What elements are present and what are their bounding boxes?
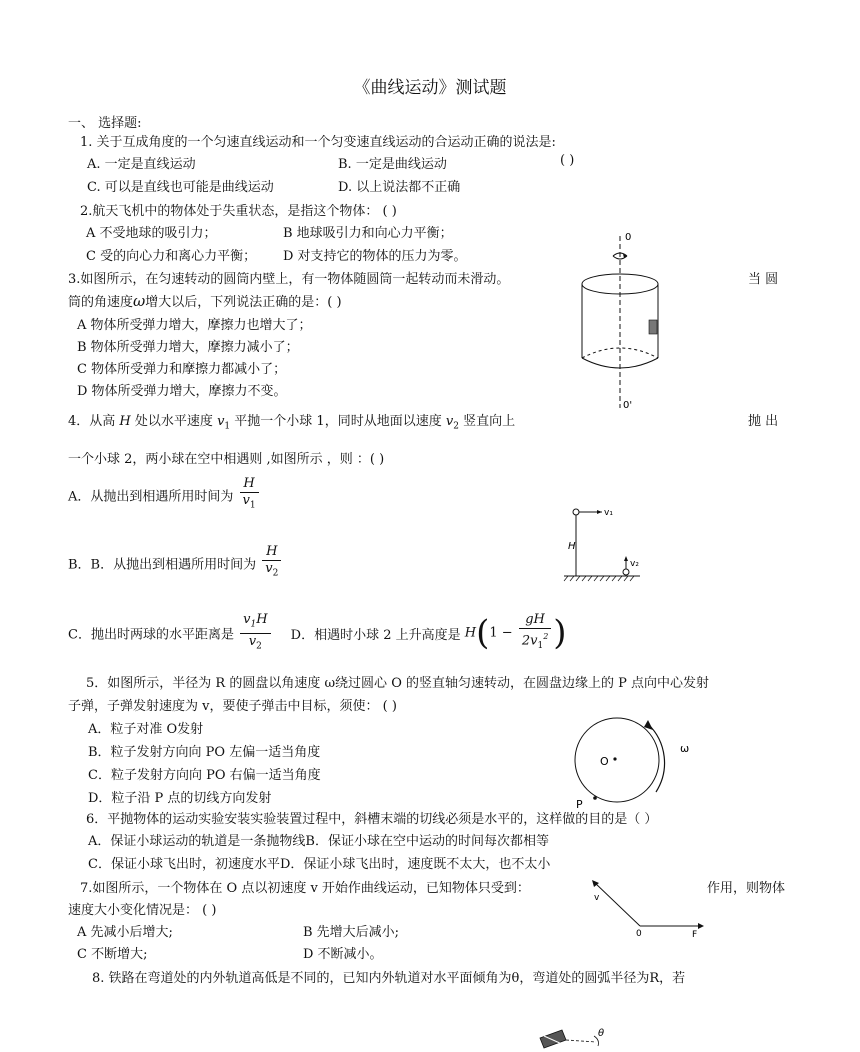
block-on-wall bbox=[649, 320, 657, 334]
q4-stem-line1: 4．从高 H 处以水平速度 $v_1$ 平抛一个小球 1，同时从地面以速度 $v_2$ 竖直向上 bbox=[68, 414, 516, 432]
q3-option-c: C 物体所受弹力和摩擦力都减小了； bbox=[77, 362, 287, 377]
q7-stem-line2: 速度大小变化情况是： ( ) bbox=[68, 903, 217, 918]
page-title: 《曲线运动》测试题 bbox=[353, 78, 507, 98]
q2-option-d: D 对支持它的物体的压力为零。 bbox=[283, 249, 467, 264]
theta-label: θ bbox=[598, 1028, 605, 1039]
q6-stem: 6．平抛物体的运动实验安装实验装置过程中，斜槽末端的切线必须是水平的，这样做的目的是（ ） bbox=[86, 812, 658, 827]
q1-option-a: A. 一定是直线运动 bbox=[87, 157, 196, 172]
q5-option-c: C．粒子发射方向向 PO 右偏一适当角度 bbox=[88, 768, 321, 783]
q3-option-d: D 物体所受弹力增大，摩擦力不变。 bbox=[77, 384, 287, 399]
q4-option-b: B．B．从抛出到相遇所用时间为 $\frac{H}{v_2}$ bbox=[68, 544, 283, 582]
projectile-meeting-figure bbox=[560, 500, 660, 588]
v2-label: v₂ bbox=[630, 559, 639, 569]
force-velocity-figure bbox=[588, 876, 710, 938]
q2-option-a: A 不受地球的吸引力； bbox=[86, 226, 217, 241]
q6-options-ab: A．保证小球运动的轨道是一条抛物线B．保证小球在空中运动的时间每次都相等 bbox=[88, 834, 549, 849]
q1-option-c: C. 可以是直线也可能是曲线运动 bbox=[87, 180, 274, 195]
rotating-disk-figure bbox=[570, 712, 700, 810]
q1-option-b: B. 一定是曲线运动 bbox=[338, 157, 447, 172]
q3-option-b: B 物体所受弹力增大，摩擦力减小了； bbox=[77, 340, 299, 355]
q1-stem: 1. 关于互成角度的一个匀速直线运动和一个匀变速直线运动的合运动正确的说法是: bbox=[80, 135, 556, 150]
q5-option-b: B．粒子发射方向向 PO 左偏一适当角度 bbox=[88, 745, 321, 760]
q6-options-cd: C．保证小球飞出时，初速度水平D．保证小球飞出时，速度既不太大，也不太小 bbox=[88, 857, 551, 872]
q7-option-a: A 先减小后增大; bbox=[77, 925, 173, 940]
q1-answer-paren: ( ) bbox=[560, 153, 575, 168]
banked-track-figure bbox=[536, 1026, 616, 1052]
q5-option-d: D．粒子沿 P 点的切线方向发射 bbox=[88, 791, 272, 806]
q3-stem-tail: 当 圆 bbox=[748, 272, 779, 287]
cylinder-axis-top-label: 0 bbox=[625, 232, 632, 243]
q3-stem-line2: 筒的角速度ω增大以后，下列说法正确的是：( ) bbox=[68, 292, 342, 310]
q3-option-a: A 物体所受弹力增大，摩擦力也增大了； bbox=[77, 318, 312, 333]
point-p-label: P bbox=[576, 798, 583, 810]
q2-stem: 2.航天飞机中的物体处于失重状态，是指这个物体： ( ) bbox=[80, 204, 397, 219]
velocity-label: v bbox=[594, 893, 600, 903]
section-heading: 一、 选择题: bbox=[68, 116, 142, 131]
q7-option-d: D 不断减小。 bbox=[303, 947, 383, 962]
q7-stem-tail: 作用，则物体 bbox=[707, 881, 786, 896]
v1-label: v₁ bbox=[604, 508, 613, 518]
center-o-label: O bbox=[600, 755, 609, 768]
q2-option-b: B 地球吸引力和向心力平衡； bbox=[283, 226, 453, 241]
rotating-cylinder-figure bbox=[575, 228, 675, 418]
cylinder-axis-bottom-label: 0' bbox=[623, 400, 633, 411]
q4-option-a: A．从抛出到相遇所用时间为 $\frac{H}{v_1}$ bbox=[68, 476, 261, 514]
omega-label: ω bbox=[680, 742, 690, 755]
q4-stem-tail: 抛 出 bbox=[748, 414, 779, 429]
q4-stem-line2: 一个小球 2，两小球在空中相遇则 ,如图所示 ，则 ：( ) bbox=[68, 452, 385, 467]
origin-label: 0 bbox=[636, 929, 642, 938]
q5-option-a: A．粒子对准 O发射 bbox=[88, 722, 204, 737]
q7-option-b: B 先增大后减小; bbox=[303, 925, 400, 940]
q5-stem-line1: 5．如图所示，半径为 R 的圆盘以角速度 ω绕过圆心 O 的竖直轴匀速转动，在圆盘边缘上的 P 点向中心发射 bbox=[86, 676, 709, 691]
force-label: F bbox=[692, 930, 698, 938]
q5-stem-line2: 子弹，子弹发射速度为 v，要使子弹击中目标，须使： ( ) bbox=[68, 699, 397, 714]
q2-option-c: C 受的向心力和离心力平衡； bbox=[86, 249, 257, 264]
q4-option-c-d: C．抛出时两球的水平距离是 $\frac{v_1H}{v_2}$ D．相遇时小球 2 上升高度是 H(1 − $\frac{gH}{2v_1^2}$ ) bbox=[68, 612, 567, 654]
q7-stem-line1: 7.如图所示，一个物体在 O 点以初速度 v 开始作曲线运动，已知物体只受到： bbox=[80, 881, 530, 896]
q3-stem-line1: 3.如图所示，在匀速转动的圆筒内壁上，有一物体随圆筒一起转动而未滑动。 bbox=[68, 272, 510, 287]
q8-stem: 8. 铁路在弯道处的内外轨道高低是不同的，已知内外轨道对水平面倾角为θ，弯道处的圆弧半径为R，若 bbox=[92, 971, 686, 986]
q1-option-d: D. 以上说法都不正确 bbox=[338, 180, 461, 195]
height-label: H bbox=[568, 541, 576, 552]
q7-option-c: C 不断增大; bbox=[77, 947, 148, 962]
